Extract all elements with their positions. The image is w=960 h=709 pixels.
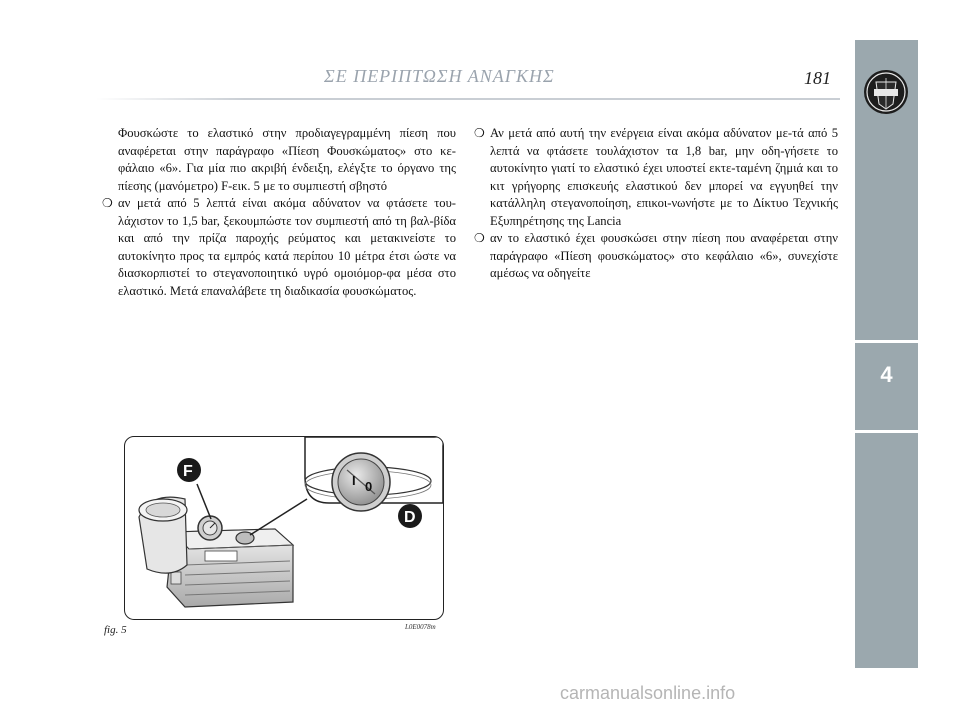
intro-paragraph: Φουσκώστε το ελαστικό στην προδιαγεγραμμένη πίεση που αναφέρεται στην παράγραφο «Πίεση Φουσκώματος» στο κε-φάλαιο «6». Για μία πιο ακριβή ένδειξη, ελέγξτε το όργανο της πίεσης (μανόμετρο) F-εικ. 5 με το συμπιεστή σβηστό	[118, 126, 456, 193]
header-rule	[96, 98, 840, 100]
bullet-icon: ❍	[102, 196, 113, 210]
pressure-gauge-icon	[198, 516, 222, 540]
bullet-item	[104, 195, 456, 300]
figure-code: L0E0078m	[405, 623, 436, 631]
callout-f-label: F	[183, 463, 193, 480]
figure-frame	[124, 436, 444, 620]
callout-d-icon	[398, 504, 422, 528]
switch-on-label: I	[352, 473, 356, 488]
figure-caption: fig. 5	[104, 624, 127, 636]
left-column	[104, 125, 456, 300]
callout-d-label: D	[404, 509, 416, 526]
switch-off-label: 0	[365, 479, 373, 494]
callout-f-icon	[177, 458, 201, 482]
chapter-sidebar	[855, 40, 918, 668]
chapter-number: 4	[880, 362, 893, 387]
compressor-illustration	[125, 437, 443, 619]
lancia-logo-icon	[862, 68, 910, 116]
right-column	[476, 125, 838, 283]
bullet-text: αν το ελαστικό έχει φουσκώσει στην πίεση που αναφέρεται στην παράγραφο «Πίεση φουσκώματος» στο κεφάλαιο «6», συνεχίστε αμέσως να οδηγείτε	[490, 231, 838, 280]
watermark: carmanualsonline.info	[560, 683, 736, 703]
page-number: 181	[804, 68, 831, 88]
bullet-item	[476, 125, 838, 230]
bullet-icon: ❍	[474, 126, 485, 140]
bullet-icon: ❍	[474, 231, 485, 245]
sealant-bottle	[139, 497, 187, 573]
bullet-text: Αν μετά από αυτή την ενέργεια είναι ακόμα αδύνατον με-τά από 5 λεπτά να φτάσετε τουλάχιστον τα 1,8 bar, μην οδη-γήσετε το αυτοκίνητο γιατί το ελαστικό έχει υποστεί εκτε-ταμένη ζημιά και το κιτ γρήγορης επισκευής ελαστικού δεν μπορεί να εγγυηθεί την κατάλληλη στεγανοποίηση, επικοι-νωνήστε με το Δίκτυο Τεχνικής Εξυπηρέτησης της Lancia	[490, 126, 838, 228]
sidebar-separator	[855, 430, 918, 433]
page-header-title: ΣΕ ΠΕΡΙΠΤΩΣΗ ΑΝΑΓΚΗΣ	[324, 66, 555, 86]
bullet-item	[476, 230, 838, 283]
sidebar-separator	[855, 340, 918, 343]
bullet-text: αν μετά από 5 λεπτά είναι ακόμα αδύνατον να φτάσετε του-λάχιστον το 1,5 bar, ξεκουμπώστε τον συμπιεστή από τη βαλ-βίδα και από την πρίζα παροχής ρεύματος και μετακινείστε το αυτοκίνητο προς τα εμπρός κατά περίπου 10 μέτρα έτσι ώστε να διασκορπιστεί το στεγανοποιητικό υγρό ομοιόμορ-φα μέσα στο ελαστικό. Μετά επαναλάβετε τη διαδικασία φουσκώματος.	[118, 196, 456, 298]
